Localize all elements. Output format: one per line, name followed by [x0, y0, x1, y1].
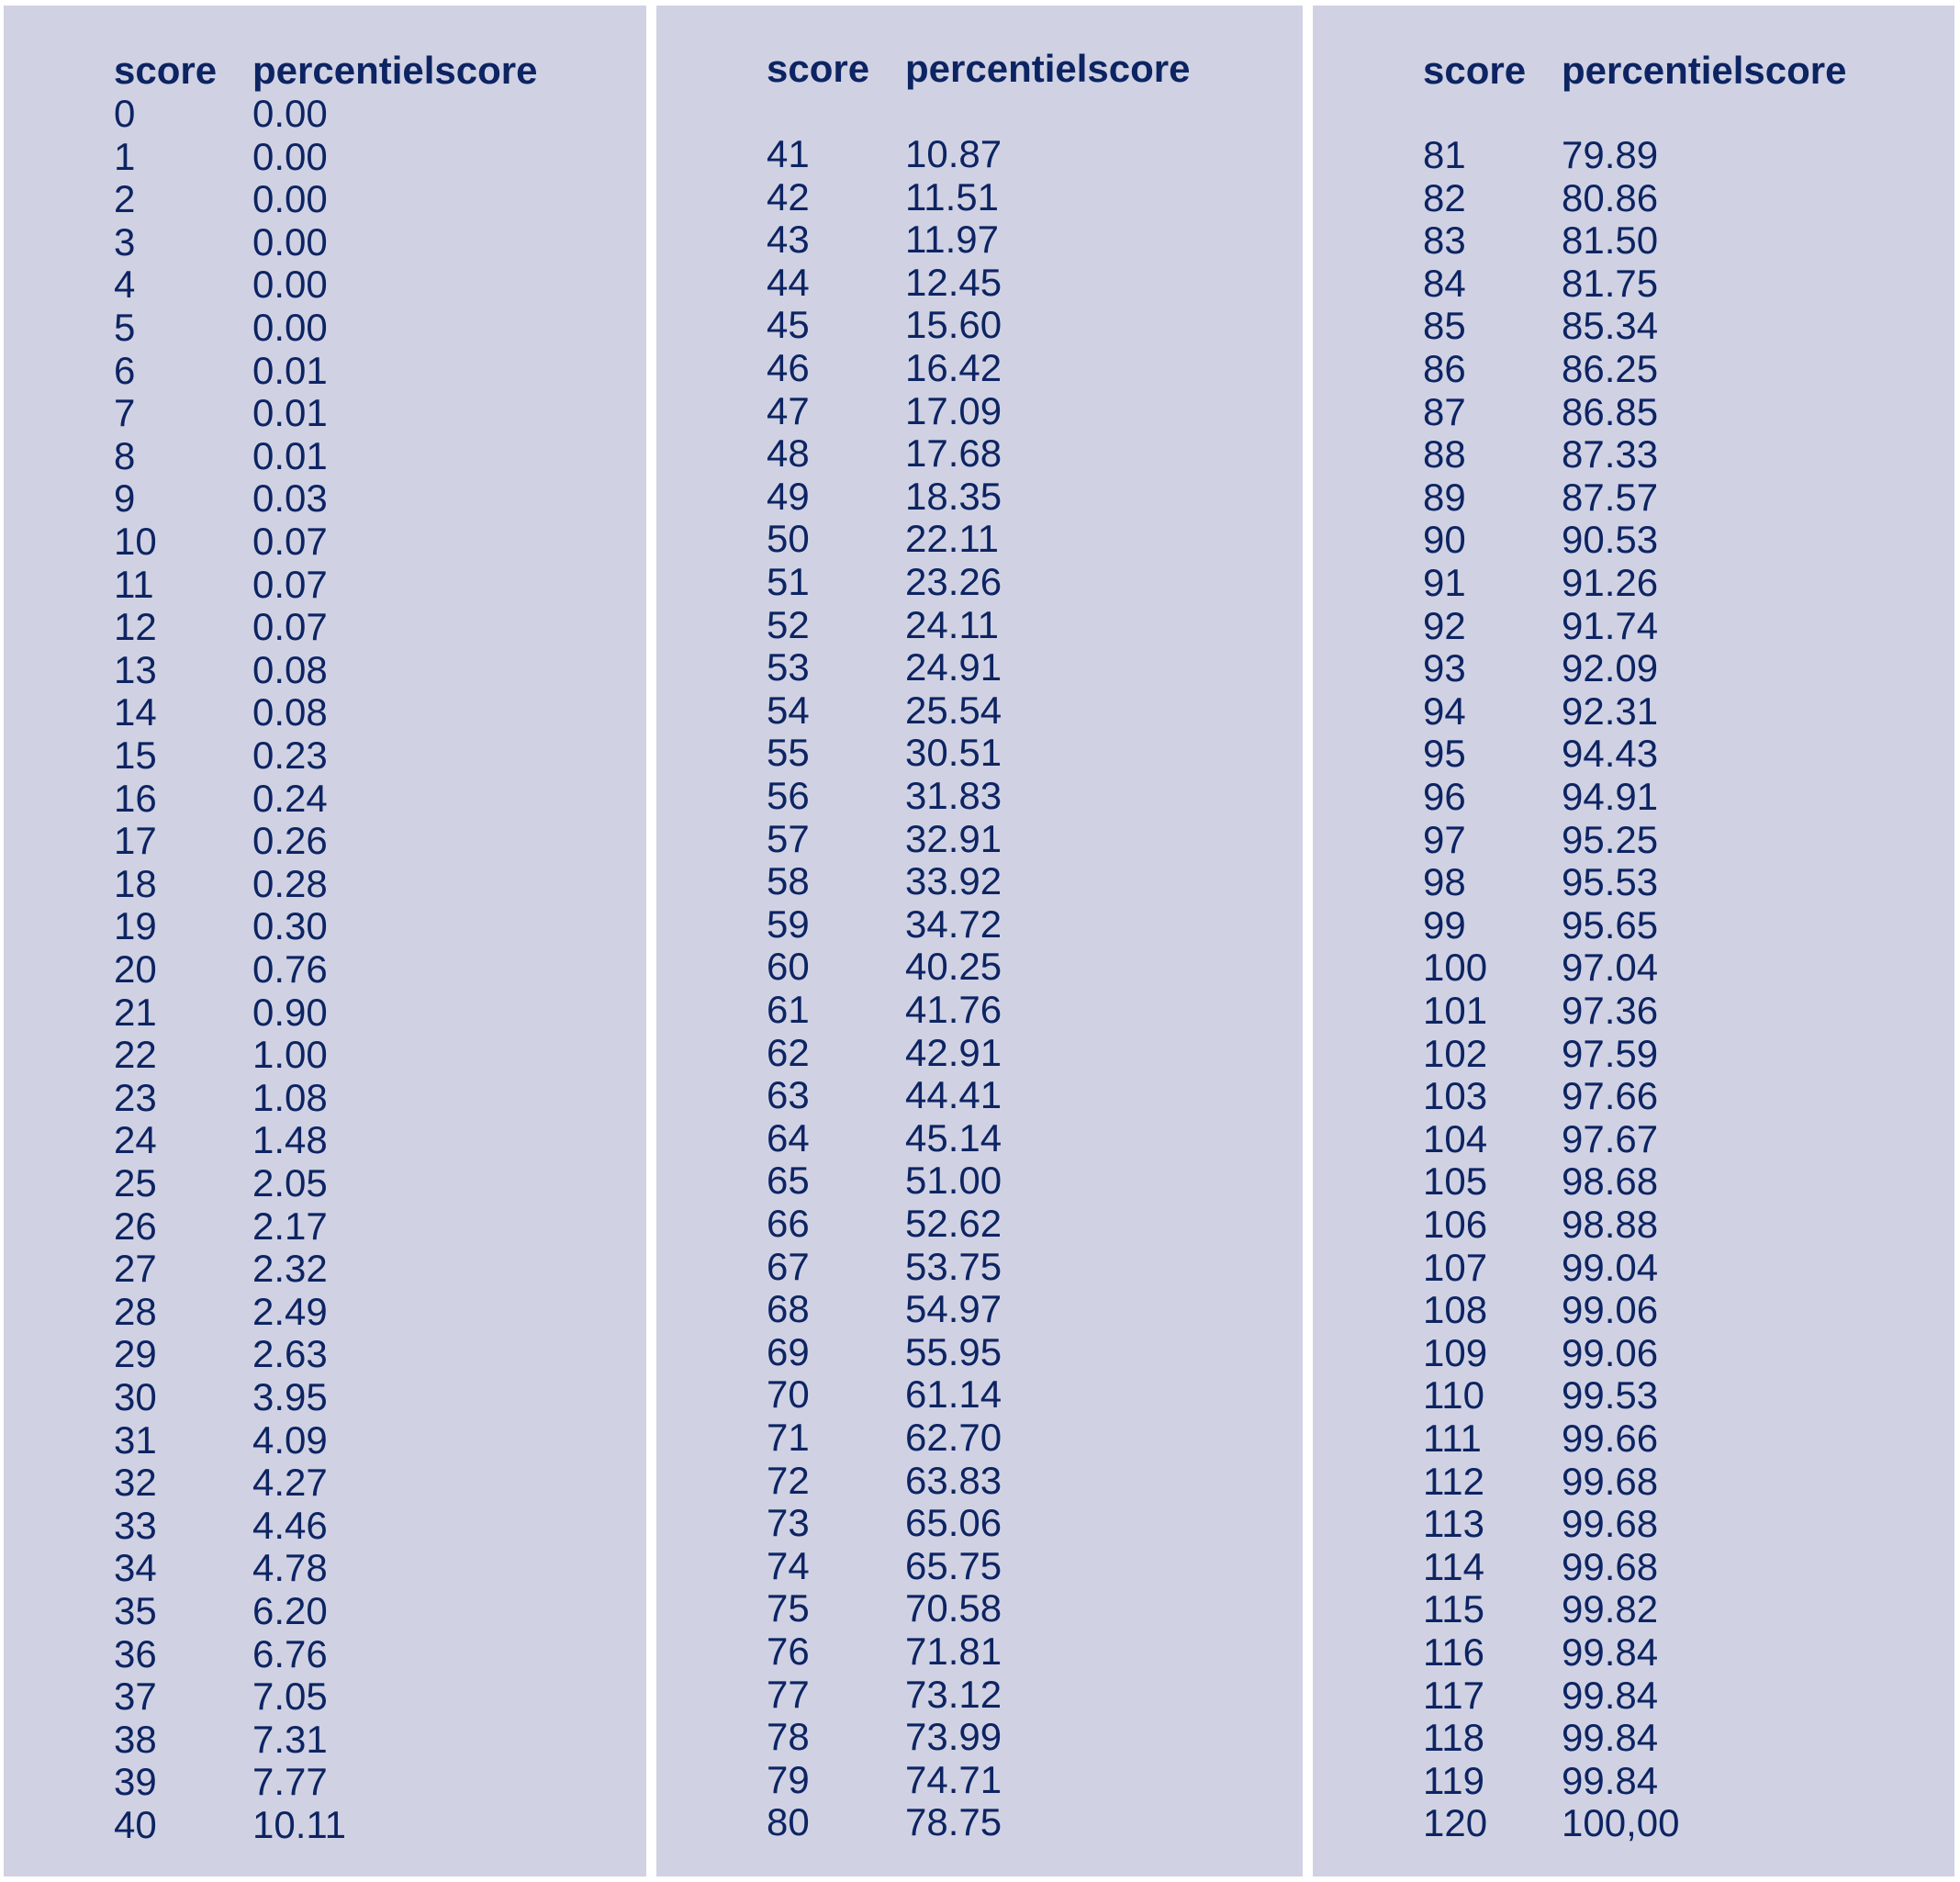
header-percentile: percentielscore	[252, 49, 538, 92]
score-cell: 15	[114, 734, 157, 777]
percentile-cell: 2.17	[252, 1204, 328, 1248]
score-cell: 50	[767, 517, 810, 561]
score-cell: 43	[767, 218, 810, 262]
percentile-cell: 0.00	[252, 306, 328, 349]
score-cell: 14	[114, 690, 157, 734]
percentile-cell: 7.05	[252, 1675, 328, 1719]
percentile-cell: 15.60	[905, 303, 1002, 347]
percentile-cell: 23.26	[905, 560, 1002, 603]
score-cell: 56	[767, 774, 810, 817]
score-cell: 101	[1423, 989, 1488, 1032]
percentile-cell: 63.83	[905, 1458, 1002, 1502]
percentile-cell: 95.65	[1562, 902, 1659, 947]
percentile-cell: 16.42	[905, 346, 1002, 389]
header-score: score	[114, 49, 218, 92]
percentile-cell: 53.75	[905, 1244, 1002, 1288]
score-cell: 105	[1423, 1159, 1488, 1204]
percentile-cell: 97.66	[1562, 1074, 1659, 1118]
score-cell: 38	[114, 1717, 157, 1761]
score-cell: 85	[1423, 304, 1466, 348]
percentile-cell: 87.33	[1562, 432, 1659, 476]
score-cell: 83	[1423, 218, 1466, 263]
score-cell: 77	[767, 1672, 810, 1716]
score-cell: 67	[767, 1244, 810, 1288]
score-cell: 11	[114, 562, 154, 606]
header-percentile: percentielscore	[905, 47, 1191, 90]
score-cell: 54	[767, 688, 810, 732]
score-cell: 114	[1423, 1544, 1484, 1588]
score-cell: 119	[1423, 1758, 1484, 1802]
score-cell: 73	[767, 1501, 810, 1545]
score-cell: 104	[1423, 1116, 1488, 1160]
percentile-cell: 3.95	[252, 1375, 328, 1418]
percentile-cell: 99.04	[1562, 1245, 1659, 1289]
percentile-cell: 4.09	[252, 1417, 328, 1462]
header-score: score	[767, 47, 870, 90]
score-cell: 57	[767, 816, 810, 860]
percentile-cell: 44.41	[905, 1073, 1002, 1117]
score-cell: 21	[114, 990, 157, 1034]
score-cell: 81	[1423, 133, 1466, 176]
score-cell: 59	[767, 902, 810, 946]
percentile-cell: 4.46	[252, 1503, 328, 1547]
score-cell: 52	[767, 602, 810, 646]
percentile-cell: 2.49	[252, 1289, 328, 1333]
percentile-cell: 34.72	[905, 902, 1002, 946]
score-cell: 88	[1423, 432, 1466, 476]
percentile-cell: 24.91	[905, 645, 1002, 689]
score-cell: 9	[114, 476, 136, 521]
percentile-cell: 0.30	[252, 904, 328, 948]
percentile-cell: 97.04	[1562, 946, 1659, 990]
percentile-cell: 17.68	[905, 431, 1002, 476]
percentile-cell: 99.84	[1562, 1716, 1659, 1760]
percentile-cell: 4.78	[252, 1546, 328, 1590]
percentile-cell: 99.68	[1562, 1544, 1659, 1588]
score-cell: 94	[1423, 689, 1466, 733]
percentile-cell: 41.76	[905, 988, 1002, 1031]
score-cell: 6	[114, 348, 136, 392]
score-cell: 47	[767, 388, 810, 432]
score-cell: 53	[767, 645, 810, 689]
score-cell: 97	[1423, 817, 1466, 861]
percentile-cell: 0.07	[252, 520, 328, 563]
score-cell: 63	[767, 1073, 810, 1117]
percentile-cell: 78.75	[905, 1800, 1002, 1844]
table-column-3	[1313, 6, 1954, 1876]
percentile-cell: 98.68	[1562, 1159, 1659, 1204]
score-cell: 72	[767, 1458, 810, 1502]
score-cell: 107	[1423, 1245, 1488, 1289]
percentile-cell: 1.48	[252, 1118, 328, 1162]
percentile-cell: 91.74	[1562, 603, 1659, 647]
score-cell: 82	[1423, 175, 1466, 219]
percentile-cell: 99.82	[1562, 1587, 1659, 1631]
score-cell: 42	[767, 174, 810, 218]
percentile-cell: 31.83	[905, 774, 1002, 817]
score-cell: 108	[1423, 1288, 1488, 1332]
percentile-cell: 18.35	[905, 474, 1002, 518]
score-cell: 46	[767, 346, 810, 389]
percentile-cell: 0.01	[252, 433, 328, 477]
score-cell: 30	[114, 1375, 157, 1418]
score-cell: 55	[767, 731, 810, 775]
score-cell: 112	[1423, 1459, 1484, 1503]
percentile-cell: 0.01	[252, 348, 328, 392]
header-score: score	[1423, 49, 1527, 92]
percentile-cell: 99.53	[1562, 1373, 1659, 1417]
percentile-cell: 100,00	[1562, 1801, 1680, 1845]
percentile-cell: 99.06	[1562, 1330, 1659, 1374]
percentile-cell: 73.99	[905, 1715, 1002, 1759]
percentile-cell: 0.26	[252, 819, 328, 863]
percentile-cell: 99.68	[1562, 1502, 1659, 1546]
score-cell: 49	[767, 474, 810, 518]
percentile-cell: 95.25	[1562, 817, 1659, 861]
percentile-cell: 30.51	[905, 731, 1002, 775]
percentile-cell: 2.63	[252, 1332, 328, 1376]
score-cell: 68	[767, 1287, 810, 1331]
percentile-cell: 0.00	[252, 92, 328, 135]
score-cell: 76	[767, 1630, 810, 1673]
score-cell: 110	[1423, 1373, 1484, 1417]
percentile-cell: 24.11	[905, 602, 999, 646]
percentile-cell: 32.91	[905, 816, 1002, 860]
score-cell: 84	[1423, 261, 1466, 305]
score-cell: 36	[114, 1631, 157, 1675]
percentile-cell: 0.76	[252, 947, 328, 991]
score-cell: 87	[1423, 389, 1466, 433]
percentile-cell: 51.00	[905, 1159, 1002, 1203]
score-cell: 40	[114, 1803, 157, 1846]
score-cell: 79	[767, 1757, 810, 1801]
percentile-cell: 81.50	[1562, 218, 1659, 263]
percentile-cell: 0.08	[252, 690, 328, 734]
percentile-cell: 99.68	[1562, 1459, 1659, 1503]
score-cell: 78	[767, 1715, 810, 1759]
score-cell: 70	[767, 1372, 810, 1417]
percentile-cell: 74.71	[905, 1757, 1002, 1801]
percentile-cell: 12.45	[905, 260, 1002, 304]
score-cell: 74	[767, 1543, 810, 1587]
score-cell: 116	[1423, 1630, 1484, 1674]
score-cell: 24	[114, 1118, 157, 1162]
percentile-cell: 0.24	[252, 776, 328, 820]
score-cell: 13	[114, 647, 157, 691]
score-cell: 93	[1423, 646, 1466, 690]
score-cell: 44	[767, 260, 810, 304]
percentile-cell: 90.53	[1562, 518, 1659, 562]
percentile-cell: 97.67	[1562, 1116, 1659, 1160]
percentile-cell: 4.27	[252, 1461, 328, 1505]
percentile-cell: 42.91	[905, 1030, 1002, 1074]
score-cell: 98	[1423, 860, 1466, 904]
score-cell: 111	[1423, 1417, 1482, 1460]
percentile-cell: 92.31	[1562, 689, 1659, 733]
percentile-cell: 11.97	[905, 218, 999, 262]
score-cell: 2	[114, 177, 136, 221]
percentile-cell: 91.26	[1562, 561, 1659, 604]
score-cell: 20	[114, 947, 157, 991]
percentile-cell: 0.07	[252, 562, 328, 606]
percentile-cell: 6.20	[252, 1589, 328, 1632]
score-cell: 100	[1423, 946, 1488, 990]
percentile-cell: 86.25	[1562, 347, 1659, 390]
percentile-cell: 0.08	[252, 647, 328, 691]
score-cell: 29	[114, 1332, 157, 1376]
score-cell: 16	[114, 776, 157, 820]
percentile-cell: 98.88	[1562, 1203, 1659, 1246]
score-cell: 80	[767, 1800, 810, 1844]
score-cell: 51	[767, 560, 810, 603]
score-cell: 96	[1423, 775, 1466, 818]
score-cell: 0	[114, 92, 136, 135]
score-cell: 35	[114, 1589, 157, 1632]
percentile-cell: 7.77	[252, 1760, 328, 1804]
percentile-cell: 33.92	[905, 859, 1002, 903]
percentile-cell: 25.54	[905, 688, 1002, 732]
percentile-cell: 95.53	[1562, 860, 1659, 904]
table-column-1	[4, 6, 646, 1876]
score-cell: 113	[1423, 1502, 1484, 1546]
score-cell: 86	[1423, 347, 1466, 390]
score-cell: 60	[767, 945, 810, 989]
score-cell: 65	[767, 1159, 810, 1203]
percentile-cell: 99.84	[1562, 1758, 1659, 1802]
percentile-cell: 79.89	[1562, 133, 1659, 176]
score-cell: 61	[767, 988, 810, 1031]
score-cell: 10	[114, 520, 157, 563]
score-cell: 99	[1423, 902, 1466, 947]
percentile-cell: 73.12	[905, 1672, 1002, 1716]
percentile-cell: 86.85	[1562, 389, 1659, 433]
score-cell: 71	[767, 1416, 810, 1459]
score-cell: 115	[1423, 1587, 1484, 1631]
score-cell: 120	[1423, 1801, 1488, 1845]
percentile-cell: 0.03	[252, 476, 328, 521]
percentile-cell: 87.57	[1562, 475, 1659, 519]
percentile-cell: 94.43	[1562, 732, 1659, 776]
table-column-2	[656, 6, 1303, 1876]
score-cell: 4	[114, 263, 136, 307]
score-cell: 69	[767, 1329, 810, 1373]
percentile-cell: 52.62	[905, 1202, 1002, 1245]
score-cell: 22	[114, 1033, 157, 1077]
percentile-cell: 7.31	[252, 1717, 328, 1761]
percentile-cell: 10.11	[252, 1803, 346, 1846]
score-cell: 91	[1423, 561, 1466, 604]
score-cell: 28	[114, 1289, 157, 1333]
percentile-cell: 55.95	[905, 1329, 1002, 1373]
score-cell: 23	[114, 1075, 157, 1119]
percentile-cell: 0.00	[252, 134, 328, 178]
score-cell: 118	[1423, 1716, 1484, 1760]
percentile-cell: 17.09	[905, 388, 1002, 432]
percentile-cell: 92.09	[1562, 646, 1659, 690]
percentile-cell: 1.08	[252, 1075, 328, 1119]
score-cell: 31	[114, 1417, 157, 1462]
percentile-cell: 85.34	[1562, 304, 1659, 348]
score-cell: 117	[1423, 1673, 1484, 1717]
score-cell: 32	[114, 1461, 157, 1505]
score-cell: 92	[1423, 603, 1466, 647]
score-cell: 17	[114, 819, 157, 863]
score-cell: 75	[767, 1586, 810, 1630]
percentile-cell: 99.84	[1562, 1673, 1659, 1717]
percentile-cell: 62.70	[905, 1416, 1002, 1459]
percentile-cell: 99.84	[1562, 1630, 1659, 1674]
percentile-cell: 70.58	[905, 1586, 1002, 1630]
score-cell: 25	[114, 1161, 157, 1204]
score-cell: 64	[767, 1115, 810, 1159]
percentile-cell: 99.66	[1562, 1417, 1659, 1460]
percentile-cell: 0.90	[252, 990, 328, 1034]
percentile-cell: 10.87	[905, 132, 1002, 175]
percentile-cell: 81.75	[1562, 261, 1659, 305]
score-cell: 39	[114, 1760, 157, 1804]
percentile-cell: 45.14	[905, 1115, 1002, 1159]
score-cell: 95	[1423, 732, 1466, 776]
percentile-cell: 54.97	[905, 1287, 1002, 1331]
score-cell: 66	[767, 1202, 810, 1245]
percentile-cell: 97.36	[1562, 989, 1659, 1032]
percentile-cell: 2.05	[252, 1161, 328, 1204]
score-cell: 18	[114, 861, 157, 905]
percentile-cell: 0.00	[252, 219, 328, 263]
score-cell: 8	[114, 433, 136, 477]
score-cell: 58	[767, 859, 810, 903]
percentile-cell: 1.00	[252, 1033, 328, 1077]
percentile-cell: 0.28	[252, 861, 328, 905]
percentile-cell: 22.11	[905, 517, 999, 561]
score-cell: 34	[114, 1546, 157, 1590]
score-cell: 37	[114, 1675, 157, 1719]
score-cell: 27	[114, 1247, 157, 1291]
score-cell: 26	[114, 1204, 157, 1248]
percentile-cell: 6.76	[252, 1631, 328, 1675]
percentile-cell: 61.14	[905, 1372, 1002, 1417]
header-percentile: percentielscore	[1562, 49, 1847, 92]
percentile-cell: 99.06	[1562, 1288, 1659, 1332]
percentile-cell: 97.59	[1562, 1031, 1659, 1075]
percentile-cell: 11.51	[905, 174, 999, 218]
score-cell: 102	[1423, 1031, 1488, 1075]
score-cell: 19	[114, 904, 157, 948]
percentile-cell: 71.81	[905, 1630, 1002, 1673]
percentile-cell: 2.32	[252, 1247, 328, 1291]
percentile-cell: 0.00	[252, 263, 328, 307]
percentile-cell: 65.75	[905, 1543, 1002, 1587]
score-cell: 3	[114, 219, 136, 263]
score-cell: 103	[1423, 1074, 1488, 1118]
score-cell: 12	[114, 605, 157, 649]
percentile-cell: 40.25	[905, 945, 1002, 989]
percentile-cell: 80.86	[1562, 175, 1659, 219]
score-cell: 41	[767, 132, 810, 175]
percentile-cell: 94.91	[1562, 775, 1659, 818]
percentile-cell: 0.07	[252, 605, 328, 649]
score-cell: 7	[114, 391, 136, 435]
score-cell: 106	[1423, 1203, 1488, 1246]
score-cell: 109	[1423, 1330, 1488, 1374]
percentile-cell: 65.06	[905, 1501, 1002, 1545]
percentile-cell: 0.01	[252, 391, 328, 435]
score-cell: 48	[767, 431, 810, 476]
score-cell: 1	[114, 134, 136, 178]
percentile-cell: 0.00	[252, 177, 328, 221]
score-cell: 62	[767, 1030, 810, 1074]
score-cell: 90	[1423, 518, 1466, 562]
score-cell: 89	[1423, 475, 1466, 519]
score-cell: 33	[114, 1503, 157, 1547]
percentile-cell: 0.23	[252, 734, 328, 777]
score-cell: 5	[114, 306, 136, 349]
score-cell: 45	[767, 303, 810, 347]
